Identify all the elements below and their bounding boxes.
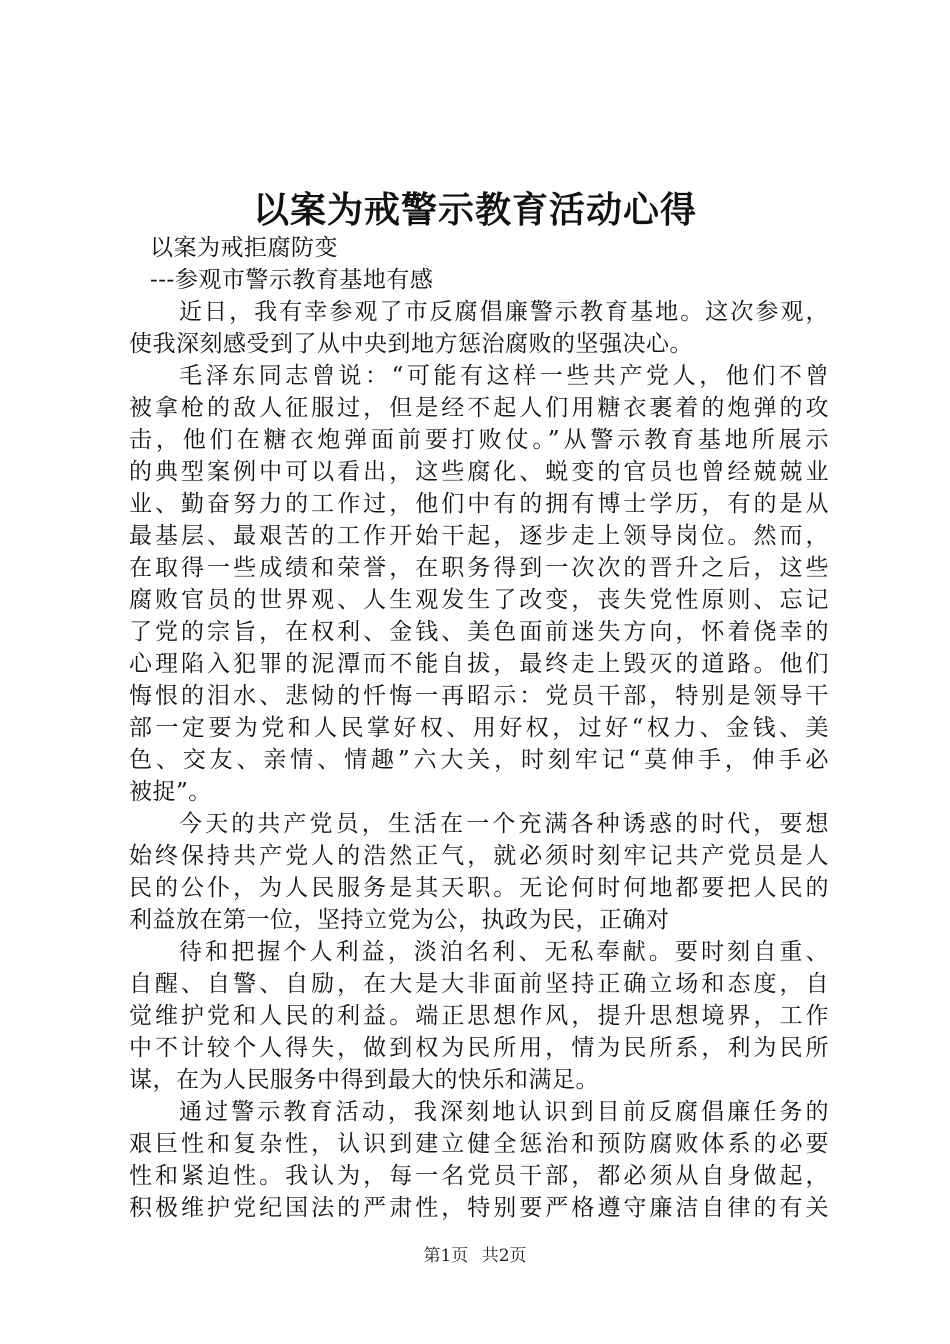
text-line: 的典型案例中可以看出，这些腐化、蜕变的官员也曾经兢兢业 xyxy=(129,459,829,485)
text-line: 近日，我有幸参观了市反腐倡廉警示教育基地。这次参观， xyxy=(179,299,829,325)
text-line: 利益放在第一位，坚持立党为公，执政为民，正确对 xyxy=(129,907,670,933)
page-footer xyxy=(0,1244,950,1268)
text-line: 积极维护党纪国法的严肃性，特别要严格遵守廉洁自律的有关 xyxy=(129,1195,829,1221)
text-line: 以案为戒拒腐防变 xyxy=(150,235,338,261)
text-line: 部一定要为党和人民掌好权、用好权，过好“权力、金钱、美 xyxy=(129,715,829,741)
text-line: 最基层、最艰苦的工作开始干起，逐步走上领导岗位。然而， xyxy=(129,523,829,549)
text-line: 业、勤奋努力的工作过，他们中有的拥有博士学历，有的是从 xyxy=(129,491,829,517)
text-line: 谋，在为人民服务中得到最大的快乐和满足。 xyxy=(129,1067,599,1093)
text-line: 始终保持共产党人的浩然正气，就必须时刻牢记共产党员是人 xyxy=(129,843,829,869)
text-line: 悔恨的泪水、悲恸的忏悔一再昭示：党员干部，特别是领导干 xyxy=(129,683,829,709)
text-line: 中不计较个人得失，做到权为民所用，情为民所系，利为民所 xyxy=(129,1035,829,1061)
text-line: 性和紧迫性。我认为，每一名党员干部，都必须从自身做起， xyxy=(129,1163,829,1189)
text-line: 了党的宗旨，在权利、金钱、美色面前迷失方向，怀着侥幸的 xyxy=(129,619,829,645)
text-line: 待和把握个人利益，淡泊名利、无私奉献。要时刻自重、 xyxy=(179,939,829,965)
text-line: 毛泽东同志曾说：“可能有这样一些共产党人，他们不曾 xyxy=(179,363,829,389)
text-line: 觉维护党和人民的利益。端正思想作风，提升思想境界，工作 xyxy=(129,1003,829,1029)
text-line: 使我深刻感受到了从中央到地方惩治腐败的坚强决心。 xyxy=(129,331,693,357)
document-body xyxy=(129,232,829,1224)
page-number: 第1页 xyxy=(423,1246,469,1266)
text-line: 击，他们在糖衣炮弹面前要打败仗。”从警示教育基地所展示 xyxy=(129,427,829,453)
text-line: 色、交友、亲情、情趣”六大关，时刻牢记“莫伸手，伸手必 xyxy=(129,747,829,773)
text-line: 艰巨性和复杂性，认识到建立健全惩治和预防腐败体系的必要 xyxy=(129,1131,829,1157)
text-line: 在取得一些成绩和荣誉，在职务得到一次次的晋升之后，这些 xyxy=(129,555,829,581)
text-line: 今天的共产党员，生活在一个充满各种诱惑的时代，要想 xyxy=(179,811,829,837)
text-line: 被捉”。 xyxy=(129,779,212,805)
document-title: 以案为戒警示教育活动心得 xyxy=(252,189,697,231)
text-line: ---参观市警示教育基地有感 xyxy=(150,267,434,293)
page-total: 共2页 xyxy=(481,1246,527,1266)
text-line: 腐败官员的世界观、人生观发生了改变，丧失党性原则、忘记 xyxy=(129,587,829,613)
text-line: 被拿枪的敌人征服过，但是经不起人们用糖衣裹着的炮弹的攻 xyxy=(129,395,829,421)
text-line: 心理陷入犯罪的泥潭而不能自拔，最终走上毁灭的道路。他们 xyxy=(129,651,829,677)
text-line: 民的公仆，为人民服务是其天职。无论何时何地都要把人民的 xyxy=(129,875,829,901)
text-line: 通过警示教育活动，我深刻地认识到目前反腐倡廉任务的 xyxy=(179,1099,829,1125)
text-line: 自醒、自警、自励，在大是大非面前坚持正确立场和态度，自 xyxy=(129,971,829,997)
